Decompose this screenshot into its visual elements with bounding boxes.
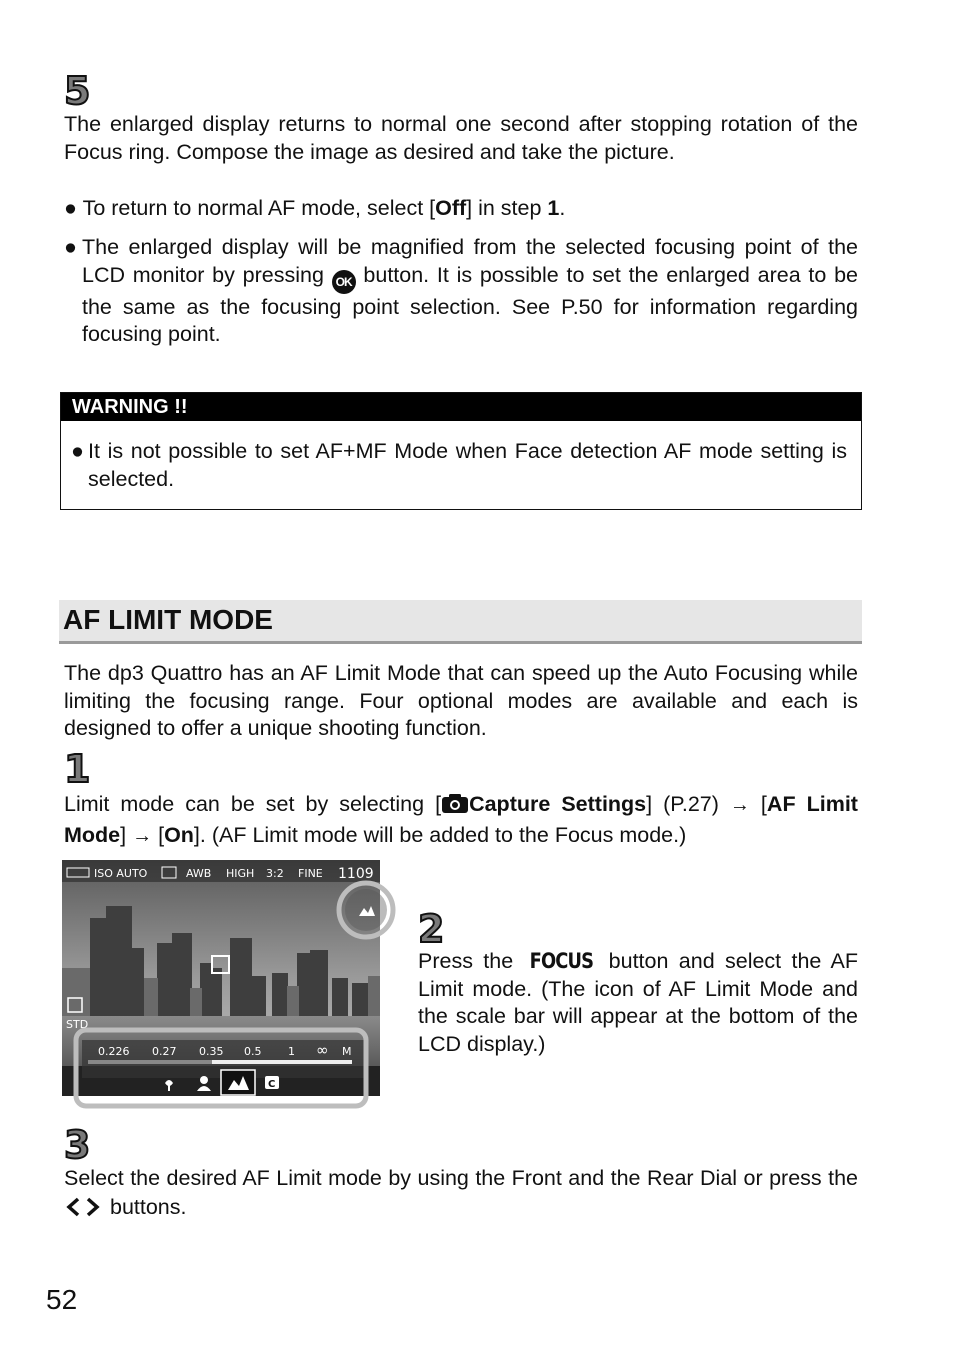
note-1-post: ] in step: [466, 196, 548, 220]
shots-remaining: 1109: [338, 866, 374, 882]
af-label-b: Limit Mode: [64, 792, 858, 847]
fine-status: FINE: [298, 867, 323, 880]
custom-mode-letter: C: [268, 1079, 276, 1090]
on-label: On: [164, 823, 194, 847]
section-intro: The dp3 Quattro has an AF Limit Mode that can speed up the Auto Focusing while limiting the focusing range. Four optional modes are available and each is designed to offer a unique shooting function.: [64, 661, 858, 740]
scale-label-7: M: [342, 1045, 352, 1058]
left-right-arrows-icon: [64, 1197, 104, 1217]
step-2-pre: Press the: [418, 949, 514, 973]
wb-status: AWB: [186, 867, 212, 880]
step-2-text: [418, 948, 858, 1058]
bullet-icon: ●: [64, 235, 77, 259]
step-3-pre: Select the desired AF Limit mode by using the Front and the Rear Dial or press the: [64, 1166, 858, 1190]
step-1-post: ]. (AF Limit mode will be added to the Focus mode.): [193, 823, 687, 847]
scale-label-4: 0.5: [244, 1045, 262, 1058]
step-1-text: Limit mode can be set by selecting [ Capture Settings] (P.27) → [AF Limit Mode] → [On]. (AF Limit mode will be added to the Focus mode.): [64, 789, 858, 851]
step-3-number: 3: [64, 1123, 92, 1167]
step-2-number: 2: [418, 907, 446, 951]
arrow-icon: →: [729, 794, 750, 816]
step-2-post: button and select the AF Limit mode. (The icon of AF Limit Mode and the scale bar will appear at the bottom of the LCD display.): [418, 949, 858, 1056]
af-label-a: AF: [766, 792, 796, 816]
step-5-text: The enlarged display returns to normal one second after stopping rotation of the Focus ring. Compose the image as desired and take the picture.: [64, 112, 858, 164]
scale-label-2: 0.27: [152, 1045, 177, 1058]
camera-icon: [441, 793, 469, 814]
lcd-display-illustration: [62, 858, 398, 1112]
note-1-pre: To return to normal AF mode, select [: [82, 196, 436, 220]
step-1-close: ]: [120, 823, 127, 847]
warning-title: WARNING !!: [61, 393, 861, 421]
aspect-status: 3:2: [266, 867, 284, 880]
scale-label-3: 0.35: [199, 1045, 224, 1058]
step-5-number: 5: [64, 69, 92, 113]
warning-body: [71, 438, 847, 493]
iso-status: ISO AUTO: [94, 867, 148, 880]
ok-button-icon: OK: [332, 270, 356, 294]
note-1-step-ref: 1: [547, 196, 560, 220]
std-label: STD: [66, 1018, 89, 1031]
section-header-bar: [59, 600, 862, 644]
warning-text: It is not possible to set AF+MF Mode when Face detection AF mode setting is selected.: [88, 439, 847, 491]
focus-button-label: FOCUS: [529, 949, 593, 973]
note-2: [64, 234, 858, 349]
warning-box: [60, 392, 862, 510]
step-1-number: 1: [64, 747, 92, 791]
section-title: AF LIMIT MODE: [63, 604, 273, 635]
step-1-pre: Limit mode can be set by selecting [: [64, 792, 442, 816]
step-1-mid: ] (P.27): [646, 792, 719, 816]
note-1: [64, 195, 858, 223]
arrow-icon: →: [132, 825, 153, 847]
note-2-pre: The enlarged display will be magnified from the selected focusing point of the LCD monitor by pressing: [82, 235, 858, 287]
scale-label-1: 0.226: [98, 1045, 130, 1058]
scale-label-5: 1: [288, 1045, 295, 1058]
note-2-post: button. It is possible to set the enlarged area to be the same as the focusing point selection. See P.50 for information regarding focusing point.: [82, 262, 858, 346]
quality-status: HIGH: [226, 867, 255, 880]
scale-label-6: ∞: [316, 1041, 329, 1059]
note-1-end: .: [559, 196, 566, 220]
step-3-post: buttons.: [109, 1195, 187, 1219]
bullet-icon: ●: [71, 439, 84, 463]
bullet-icon: ●: [64, 196, 77, 220]
step-3-text: [64, 1164, 858, 1222]
page-number: 52: [46, 1284, 78, 1315]
note-1-off: Off: [435, 196, 467, 220]
capture-settings-label: Capture Settings: [469, 792, 647, 816]
